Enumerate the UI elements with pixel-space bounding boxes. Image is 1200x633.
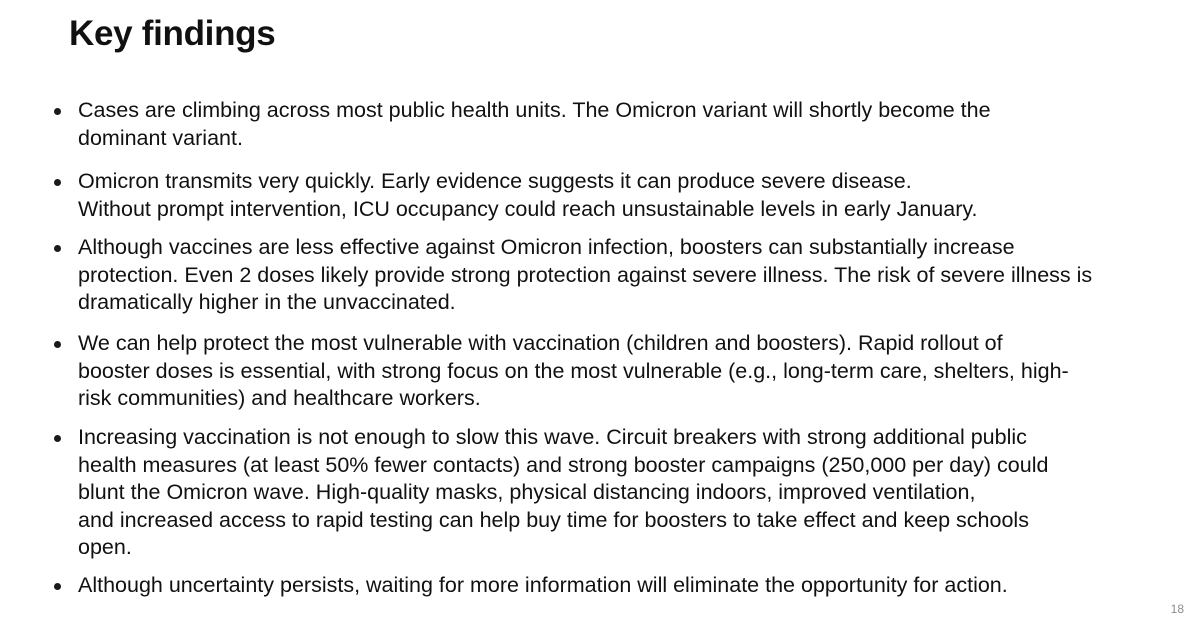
page-number: 18	[1170, 602, 1184, 616]
bullet-dot-icon	[54, 583, 61, 590]
bullet-line: Increasing vaccination is not enough to slow this wave. Circuit breakers with strong additional public	[78, 425, 1027, 449]
bullet-line: Cases are climbing across most public health units. The Omicron variant will shortly become the	[78, 98, 991, 122]
bullet-dot-icon	[54, 179, 61, 186]
bullet-line: dominant variant.	[78, 125, 243, 150]
bullet-line: health measures (at least 50% fewer contacts) and strong booster campaigns (250,000 per day) could	[78, 452, 1049, 477]
bullet-line: Although uncertainty persists, waiting for more information will eliminate the opportunity for action.	[78, 573, 1008, 597]
bullet-line: protection. Even 2 doses likely provide strong protection against severe illness. The risk of severe illness is	[78, 262, 1093, 287]
bullet-line: booster doses is essential, with strong focus on the most vulnerable (e.g., long-term care, shelters, high-	[78, 358, 1069, 383]
bullet-line: dramatically higher in the unvaccinated.	[78, 290, 456, 314]
bullet-dot-icon	[54, 435, 61, 442]
bullet-line: blunt the Omicron wave. High-quality masks, physical distancing indoors, improved ventilation,	[78, 480, 976, 504]
bullet-line: Omicron transmits very quickly. Early evidence suggests it can produce severe disease.	[78, 169, 912, 193]
bullet-line: open.	[78, 535, 132, 559]
bullet-line: risk communities) and healthcare workers.	[78, 386, 481, 410]
bullet-dot-icon	[54, 341, 61, 348]
bullet-line: Without prompt intervention, ICU occupancy could reach unsustainable levels in early January.	[78, 196, 978, 221]
bullet-line: We can help protect the most vulnerable with vaccination (children and boosters). Rapid rollout of	[78, 331, 1003, 355]
bullet-line: and increased access to rapid testing can help buy time for boosters to take effect and keep schools	[78, 507, 1029, 532]
bullet-line: Although vaccines are less effective against Omicron infection, boosters can substantially increase	[78, 235, 1015, 259]
bullet-dot-icon	[54, 108, 61, 115]
bullet-dot-icon	[54, 245, 61, 252]
slide-title: Key findings	[69, 14, 276, 53]
